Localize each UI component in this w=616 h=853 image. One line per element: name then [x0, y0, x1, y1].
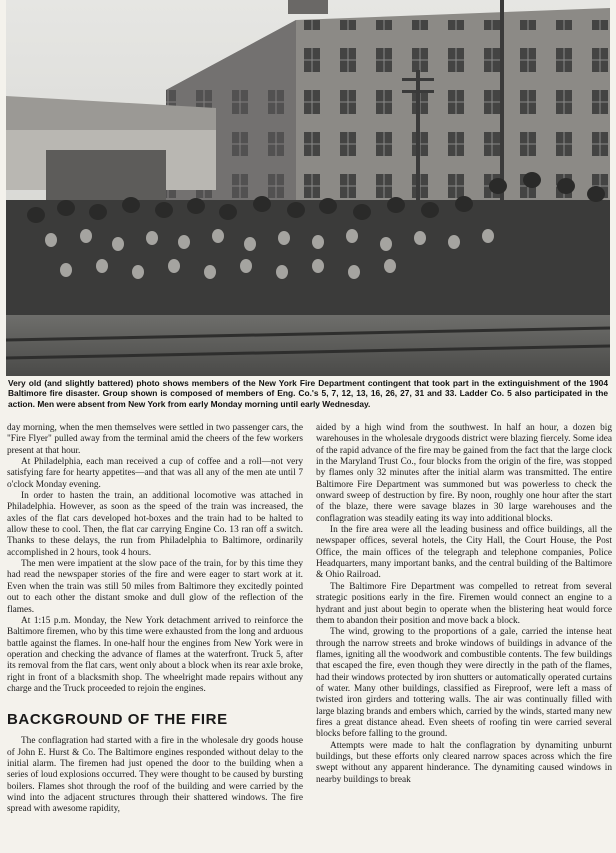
paragraph: The wind, growing to the proportions of a gale, carried the intense heat through the narrow streets and broke windows of buildings in advance of the flames, igniting all the woodwork and combustible contents. The few buildings that escaped the fire, even though they were directly in the path of the flames, had their windows protected by iron shutters or automatically operated curtains of water. Many other buildings, classified as Fireproof, were left a mass of twisted iron girders and tottering walls. The air was continually filled with large blazing brands and embers which, carried by the winds, started many new fires a great distance ahead. Even sheets of roofing tin were carried several blocks before falling to the ground.: [316, 627, 612, 740]
article-column-right: [316, 423, 612, 786]
paragraph: The conflagration had started with a fire in the wholesale dry goods house of John E. Hurst & Co. The Baltimore engines responded without delay to the initial alarm. The firemen had just opened the door to the building when a series of loud explosions occurred. They were thought to be caused by bursting boilers. Flames shot through the roof of the building and were carried by the wind into the adjacent structures through their shattered windows. The fire spread with awesome rapidity,: [7, 736, 303, 815]
paragraph: At 1:15 p.m. Monday, the New York detachment arrived to reinforce the Baltimore firemen, who by this time were exhausted from the long and arduous battle against the flames. In one-half hour the engines from New York were in operation and checking the advance of flames at the waterfront. Truck 5, after its removal from the flat cars, went only about a block when its rear axle broke, right in front of a blacksmith shop. The wheelright made repairs without any charge and the Truck proceeded to rejoin the engines.: [7, 615, 303, 694]
paragraph: The Baltimore Fire Department was compelled to retreat from several strategic positions early in the fire. Firemen would connect an engine to a hydrant and just about begin to operate when the blistering heat would force them to abandon their position and move back a block.: [316, 581, 612, 626]
photo-caption: Very old (and slightly battered) photo shows members of the New York Fire Department contingent that took part in the extinguishment of the 1904 Baltimore fire disaster. Group shown is composed of members of Eng. Co.'s 5, 7, 12, 13, 16, 26, 27, 31 and 33. Ladder Co. 5 also participated in the action. Men were absent from New York from early Monday morning until early Wednesday.: [8, 378, 608, 409]
historic-photo: [6, 0, 610, 376]
article-column-left: [7, 423, 303, 816]
paragraph: day morning, when the men themselves were settled in two passenger cars, the "Fire Flyer" pulled away from the terminal amid the cheers of the few workers present at that hour.: [7, 423, 303, 456]
paragraph: The men were impatient at the slow pace of the train, for by this time they had read the newspaper stories of the fire and were eager to start work at it. Even when the train was still 50 miles from Baltimore they excitedly pointed out to each other the distant smoke and dull glow of the reflection of the flames.: [7, 559, 303, 615]
paragraph: In the fire area were all the leading business and office buildings, all the newspaper offices, several hotels, the City Hall, the Court House, the Post Office, the main offices of the telegraph and telephone companies, Police Headquarters, many important banks, and the central building of the Baltimore & Ohio Railroad.: [316, 525, 612, 581]
paragraph: Attempts were made to halt the conflagration by dynamiting unburnt buildings, but these efforts only cleared narrow spaces across which the fire swept without any apparent hinderance. The dynamiting caused windows in nearby buildings to break: [316, 740, 612, 785]
section-heading: BACKGROUND OF THE FIRE: [7, 711, 228, 729]
paragraph: In order to hasten the train, an additional locomotive was attached in Philadelphia. However, as soon as the speed of the train was increased, the axles of the flat cars developed hot-boxes and the train had to be halted to allow these to cool. Then, the flat car carrying Engine Co. 13 ran off a switch. Thanks to these delays, the run from Philadelphia to Baltimore, ordinarily accomplished in 2 hours, took 4 hours.: [7, 491, 303, 558]
paragraph: aided by a high wind from the southwest. In half an hour, a dozen big warehouses in the wholesale drygoods district were blazing fiercely. Some idea of the rapid advance of the fire may be gained from the fact that the large clock in the Maryland Trust Co., four blocks from the origin of the fire, was stopped by flames only 32 minutes after the initial alarm was transmitted. The entire Baltimore Fire Department was summoned but was powerless to check the onward sweep of destruction by fire. By noon, roughly one hour after the start of the blaze, there were savage blazes in 30 large warehouses and the conflagration was steadily eating its way into additional blocks.: [316, 423, 612, 524]
paragraph: At Philadelphia, each man received a cup of coffee and a roll—not very satisfying fare for hearty appetites—and that was all any of the men ate until 7 o'clock Monday evening.: [7, 457, 303, 490]
